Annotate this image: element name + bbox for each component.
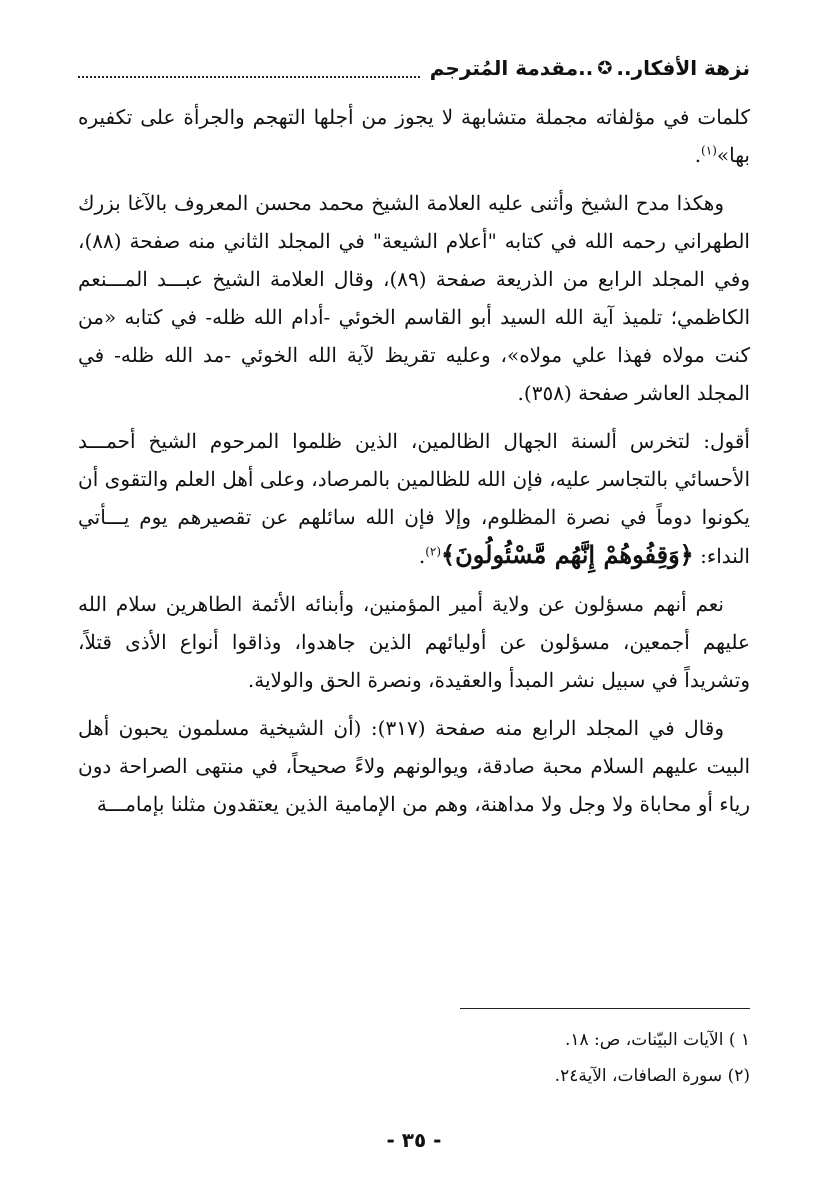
paragraph-1 xyxy=(78,98,750,174)
footnote-ref-1: (١) xyxy=(701,143,717,158)
paragraph-3-end: . xyxy=(418,544,426,568)
paragraph-1-text: كلمات في مؤلفاته مجملة متشابهة لا يجوز من أجلها التهجم والجرأة على تكفيره بها» xyxy=(78,105,750,167)
running-header xyxy=(78,50,750,86)
header-dotted-leader xyxy=(78,58,420,78)
footnote-2: (٢) سورة الصافات، الآية٢٤. xyxy=(554,1066,750,1086)
header-book-title: نزهة الأفكار xyxy=(631,56,750,80)
header-separator-2: .. xyxy=(578,56,594,80)
paragraph-4: نعم أنهم مسؤلون عن ولاية أمير المؤمنين، وأبنائه الأئمة الطاهرين سلام الله عليهم أجمعين، مسؤلون عن أوليائهم الذين جاهدوا، وذاقوا أنواع الأذى قتلاً، وتشريداً في سبيل نشر المبدأ والعقيدة، ونصرة الحق والولاية. xyxy=(78,592,750,692)
paragraph-3-text: أقول: لتخرس ألسنة الجهال الظالمين، الذين ظلموا المرحوم الشيخ أحمـــد الأحسائي بالتجاسر عليه، فإن الله للظالمين بالمرصاد، وعلى أهل العلم والتقوى أن يكونوا دوماً في نصرة المظلوم، وإلا فإن الله سائلهم عن تقصيرهم يوم يـــأتي النداء: xyxy=(78,429,751,568)
paragraph-1-end: . xyxy=(694,143,702,167)
page-number: - ٣٥ - xyxy=(386,1128,442,1152)
header-separator: .. xyxy=(616,56,632,80)
paragraph-3 xyxy=(78,422,750,575)
footnotes xyxy=(78,1022,750,1094)
footnote-ref-2: (٢) xyxy=(425,544,442,559)
paragraph-5: وقال في المجلد الرابع منه صفحة (٣١٧): (أن الشيخية مسلمون يحبون أهل البيت عليهم السلام محبة صادقة، ويوالونهم ولاءً صحيحاً، في منتهى الصراحة دون رياء أو محاباة ولا وجل ولا مداهنة، وهم من الإمامية الذين يعتقدون مثلنا بإمامـــة xyxy=(78,716,750,816)
body-text xyxy=(78,98,750,833)
footnote-divider xyxy=(460,1008,750,1009)
footnote-1: ١ ) الآيات البيّنات، ص: ١٨. xyxy=(564,1030,750,1050)
paragraph-2: وهكذا مدح الشيخ وأثنى عليه العلامة الشيخ محمد محسن المعروف بالآغا بزرك الطهراني رحمه الله في كتابه "أعلام الشيعة" في المجلد الثاني منه صفحة (٨٨)، وفي المجلد الرابع من الذريعة صفحة (٨٩)، وقال العلامة الشيخ عبـــد المـــنعم الكاظمي؛ تلميذ آية الله السيد أبو القاسم الخوئي -أدام الله ظله- في كتابه «من كنت مولاه فهذا علي مولاه»، وعليه تقريظ لآية الله الخوئي -مد الله ظله- في المجلد العاشر صفحة (٣٥٨). xyxy=(78,191,750,405)
header-section-title: مقدمة المُترجم xyxy=(429,56,579,80)
star-icon: ✪ xyxy=(597,57,613,79)
quran-verse: ﴿وَقِفُوهُمْ إِنَّهُم مَّسْئُولُونَ﴾ xyxy=(441,540,694,569)
